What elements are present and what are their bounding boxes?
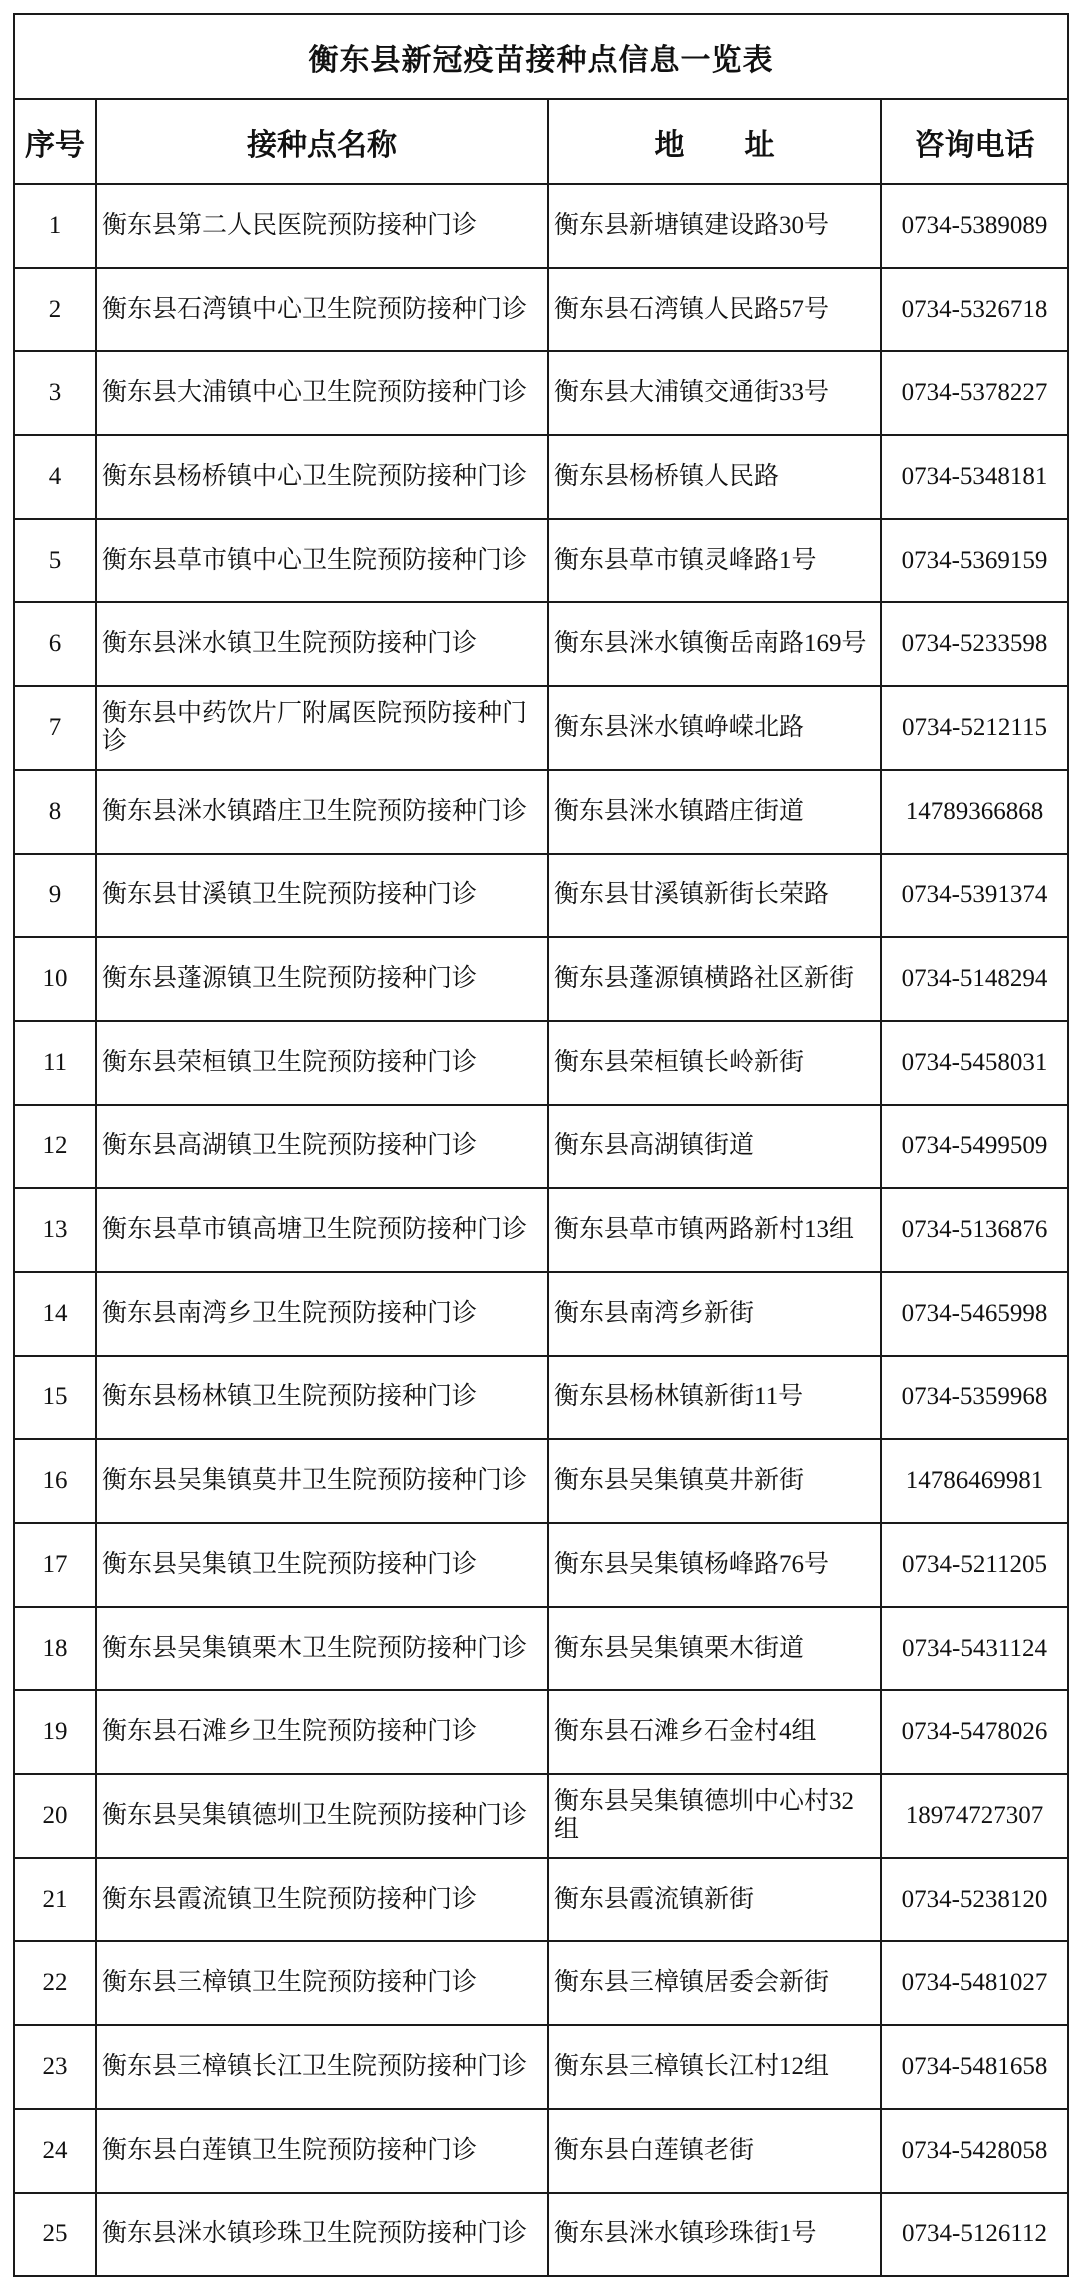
row-number: 13 — [14, 1188, 96, 1272]
table-row — [14, 268, 1068, 352]
table-row — [14, 1607, 1068, 1691]
site-phone: 0734-5458031 — [881, 1021, 1068, 1105]
site-name: 衡东县石滩乡卫生院预防接种门诊 — [96, 1690, 548, 1774]
row-number: 9 — [14, 854, 96, 938]
site-name: 衡东县草市镇高塘卫生院预防接种门诊 — [96, 1188, 548, 1272]
table-row — [14, 2109, 1068, 2193]
site-name: 衡东县洣水镇踏庄卫生院预防接种门诊 — [96, 770, 548, 854]
row-number: 23 — [14, 2025, 96, 2109]
site-phone: 0734-5465998 — [881, 1272, 1068, 1356]
table-row — [14, 1439, 1068, 1523]
site-name: 衡东县中药饮片厂附属医院预防接种门诊 — [96, 686, 548, 770]
row-number: 2 — [14, 268, 96, 352]
table-row — [14, 2025, 1068, 2109]
site-name: 衡东县洣水镇珍珠卫生院预防接种门诊 — [96, 2193, 548, 2277]
site-phone: 0734-5428058 — [881, 2109, 1068, 2193]
site-name: 衡东县草市镇中心卫生院预防接种门诊 — [96, 519, 548, 603]
row-number: 21 — [14, 1858, 96, 1942]
table-row — [14, 1021, 1068, 1105]
site-name: 衡东县杨林镇卫生院预防接种门诊 — [96, 1356, 548, 1440]
site-address: 衡东县三樟镇长江村12组 — [548, 2025, 881, 2109]
site-address: 衡东县甘溪镇新街长荣路 — [548, 854, 881, 938]
site-address: 衡东县草市镇灵峰路1号 — [548, 519, 881, 603]
site-phone: 0734-5359968 — [881, 1356, 1068, 1440]
site-name: 衡东县南湾乡卫生院预防接种门诊 — [96, 1272, 548, 1356]
site-address: 衡东县吴集镇德圳中心村32组 — [548, 1774, 881, 1858]
site-phone: 0734-5369159 — [881, 519, 1068, 603]
table-row — [14, 1356, 1068, 1440]
vaccination-sites-table-container — [13, 13, 1067, 2277]
table-row — [14, 519, 1068, 603]
vaccination-sites-table — [13, 13, 1069, 2277]
site-name: 衡东县甘溪镇卫生院预防接种门诊 — [96, 854, 548, 938]
site-address: 衡东县石湾镇人民路57号 — [548, 268, 881, 352]
site-name: 衡东县石湾镇中心卫生院预防接种门诊 — [96, 268, 548, 352]
site-address: 衡东县杨林镇新街11号 — [548, 1356, 881, 1440]
table-row — [14, 854, 1068, 938]
table-row — [14, 2193, 1068, 2277]
site-name: 衡东县吴集镇德圳卫生院预防接种门诊 — [96, 1774, 548, 1858]
table-row — [14, 1858, 1068, 1942]
site-address: 衡东县草市镇两路新村13组 — [548, 1188, 881, 1272]
column-header-name: 接种点名称 — [96, 99, 548, 184]
site-address: 衡东县南湾乡新街 — [548, 1272, 881, 1356]
row-number: 12 — [14, 1105, 96, 1189]
table-row — [14, 686, 1068, 770]
table-row — [14, 184, 1068, 268]
site-address: 衡东县洣水镇峥嵘北路 — [548, 686, 881, 770]
table-row — [14, 937, 1068, 1021]
row-number: 8 — [14, 770, 96, 854]
row-number: 22 — [14, 1941, 96, 2025]
site-name: 衡东县洣水镇卫生院预防接种门诊 — [96, 602, 548, 686]
row-number: 1 — [14, 184, 96, 268]
site-name: 衡东县霞流镇卫生院预防接种门诊 — [96, 1858, 548, 1942]
site-address: 衡东县大浦镇交通街33号 — [548, 351, 881, 435]
table-row — [14, 770, 1068, 854]
row-number: 11 — [14, 1021, 96, 1105]
site-name: 衡东县荣桓镇卫生院预防接种门诊 — [96, 1021, 548, 1105]
site-phone: 0734-5148294 — [881, 937, 1068, 1021]
row-number: 17 — [14, 1523, 96, 1607]
site-phone: 0734-5431124 — [881, 1607, 1068, 1691]
site-phone: 0734-5136876 — [881, 1188, 1068, 1272]
row-number: 5 — [14, 519, 96, 603]
header-row — [14, 99, 1068, 184]
site-name: 衡东县吴集镇卫生院预防接种门诊 — [96, 1523, 548, 1607]
row-number: 18 — [14, 1607, 96, 1691]
site-phone: 0734-5481027 — [881, 1941, 1068, 2025]
site-name: 衡东县白莲镇卫生院预防接种门诊 — [96, 2109, 548, 2193]
row-number: 15 — [14, 1356, 96, 1440]
table-row — [14, 1774, 1068, 1858]
title-row — [14, 14, 1068, 99]
table-row — [14, 351, 1068, 435]
column-header-phone: 咨询电话 — [881, 99, 1068, 184]
site-phone: 0734-5389089 — [881, 184, 1068, 268]
site-phone: 0734-5238120 — [881, 1858, 1068, 1942]
site-phone: 0734-5481658 — [881, 2025, 1068, 2109]
site-address: 衡东县洣水镇踏庄街道 — [548, 770, 881, 854]
site-name: 衡东县吴集镇栗木卫生院预防接种门诊 — [96, 1607, 548, 1691]
table-row — [14, 1941, 1068, 2025]
table-row — [14, 1105, 1068, 1189]
site-address: 衡东县荣桓镇长岭新街 — [548, 1021, 881, 1105]
site-address: 衡东县高湖镇街道 — [548, 1105, 881, 1189]
site-phone: 0734-5326718 — [881, 268, 1068, 352]
row-number: 4 — [14, 435, 96, 519]
site-address: 衡东县蓬源镇横路社区新街 — [548, 937, 881, 1021]
site-name: 衡东县三樟镇长江卫生院预防接种门诊 — [96, 2025, 548, 2109]
site-address: 衡东县洣水镇衡岳南路169号 — [548, 602, 881, 686]
site-phone: 14786469981 — [881, 1439, 1068, 1523]
site-phone: 18974727307 — [881, 1774, 1068, 1858]
row-number: 6 — [14, 602, 96, 686]
site-phone: 0734-5478026 — [881, 1690, 1068, 1774]
site-phone: 0734-5348181 — [881, 435, 1068, 519]
site-phone: 0734-5499509 — [881, 1105, 1068, 1189]
table-title: 衡东县新冠疫苗接种点信息一览表 — [14, 14, 1068, 99]
table-row — [14, 602, 1068, 686]
site-name: 衡东县吴集镇莫井卫生院预防接种门诊 — [96, 1439, 548, 1523]
row-number: 24 — [14, 2109, 96, 2193]
site-phone: 0734-5126112 — [881, 2193, 1068, 2277]
site-name: 衡东县第二人民医院预防接种门诊 — [96, 184, 548, 268]
row-number: 14 — [14, 1272, 96, 1356]
site-name: 衡东县杨桥镇中心卫生院预防接种门诊 — [96, 435, 548, 519]
site-address: 衡东县三樟镇居委会新街 — [548, 1941, 881, 2025]
site-address: 衡东县吴集镇杨峰路76号 — [548, 1523, 881, 1607]
column-header-address: 地 址 — [548, 99, 881, 184]
site-name: 衡东县大浦镇中心卫生院预防接种门诊 — [96, 351, 548, 435]
table-row — [14, 1523, 1068, 1607]
site-phone: 0734-5212115 — [881, 686, 1068, 770]
site-address: 衡东县白莲镇老街 — [548, 2109, 881, 2193]
row-number: 16 — [14, 1439, 96, 1523]
row-number: 7 — [14, 686, 96, 770]
row-number: 3 — [14, 351, 96, 435]
table-row — [14, 1188, 1068, 1272]
site-address: 衡东县洣水镇珍珠街1号 — [548, 2193, 881, 2277]
site-phone: 0734-5233598 — [881, 602, 1068, 686]
site-address: 衡东县吴集镇栗木街道 — [548, 1607, 881, 1691]
site-name: 衡东县高湖镇卫生院预防接种门诊 — [96, 1105, 548, 1189]
site-address: 衡东县石滩乡石金村4组 — [548, 1690, 881, 1774]
site-phone: 0734-5391374 — [881, 854, 1068, 938]
site-address: 衡东县杨桥镇人民路 — [548, 435, 881, 519]
site-phone: 0734-5378227 — [881, 351, 1068, 435]
row-number: 25 — [14, 2193, 96, 2277]
site-address: 衡东县吴集镇莫井新街 — [548, 1439, 881, 1523]
site-name: 衡东县蓬源镇卫生院预防接种门诊 — [96, 937, 548, 1021]
site-name: 衡东县三樟镇卫生院预防接种门诊 — [96, 1941, 548, 2025]
site-phone: 0734-5211205 — [881, 1523, 1068, 1607]
table-row — [14, 1272, 1068, 1356]
row-number: 10 — [14, 937, 96, 1021]
site-address: 衡东县新塘镇建设路30号 — [548, 184, 881, 268]
site-address: 衡东县霞流镇新街 — [548, 1858, 881, 1942]
table-body — [14, 184, 1068, 2276]
table-row — [14, 435, 1068, 519]
column-header-no: 序号 — [14, 99, 96, 184]
row-number: 20 — [14, 1774, 96, 1858]
row-number: 19 — [14, 1690, 96, 1774]
table-row — [14, 1690, 1068, 1774]
site-phone: 14789366868 — [881, 770, 1068, 854]
